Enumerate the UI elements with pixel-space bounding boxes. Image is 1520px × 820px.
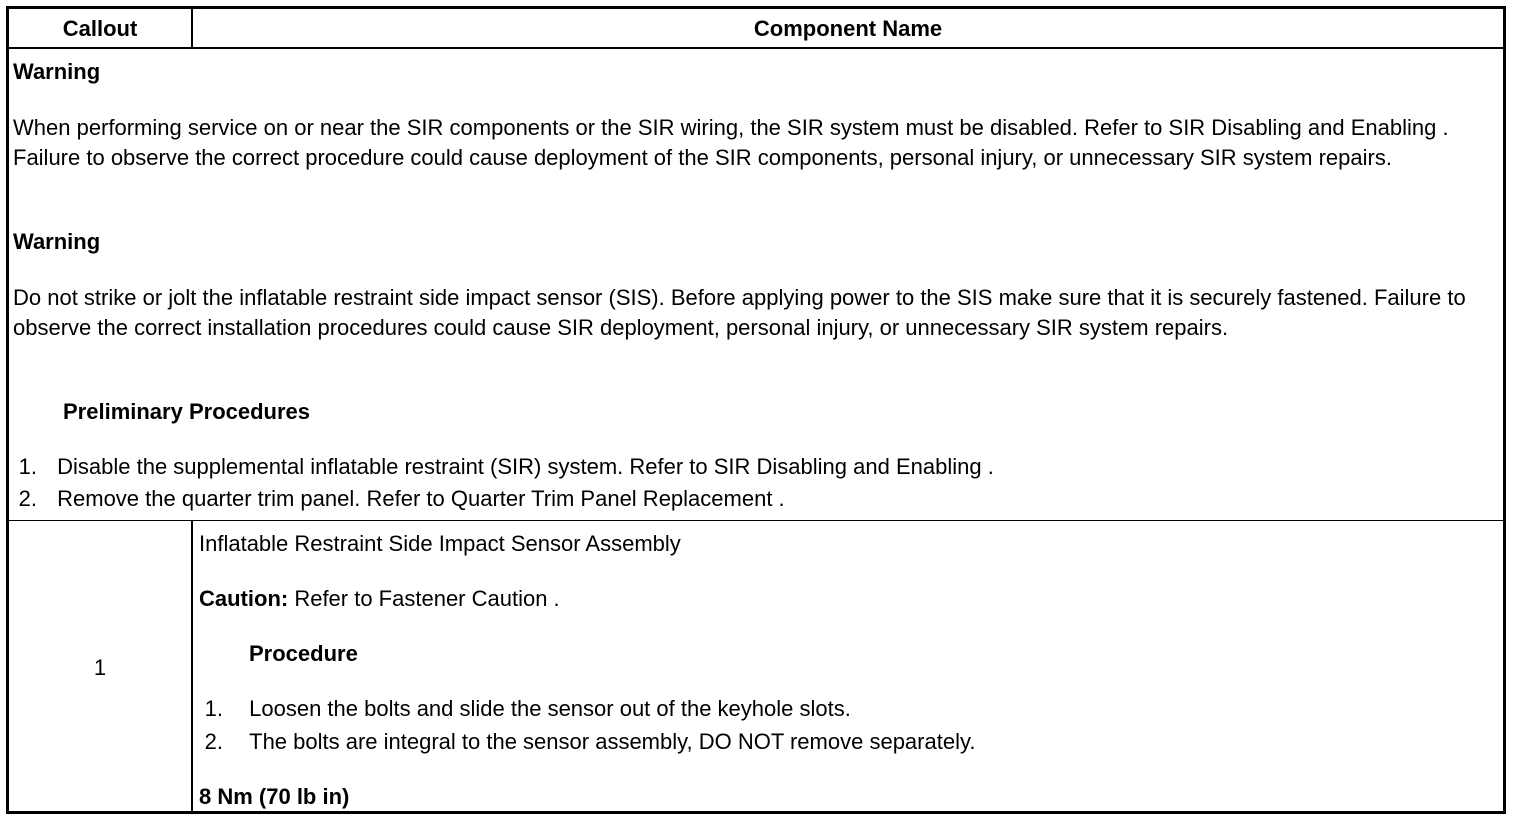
procedure-step-text: Loosen the bolts and slide the sensor out of the keyhole slots. [249, 696, 851, 721]
procedure-step [199, 696, 851, 722]
warning-2-title: Warning [13, 229, 101, 254]
table-header-row [9, 9, 1503, 49]
callout-number: 1 [93, 655, 107, 680]
procedure-step-number: 1. [204, 696, 223, 721]
prelim-step-number: 1. [18, 454, 37, 479]
caution-line [199, 586, 560, 612]
prelim-step-text: Remove the quarter trim panel. Refer to Quarter Trim Panel Replacement . [57, 486, 785, 511]
component-table [6, 6, 1506, 814]
prelim-step-text: Disable the supplemental inflatable restraint (SIR) system. Refer to SIR Disabling and Enabling . [57, 454, 994, 479]
procedure-step-number: 2. [204, 729, 223, 754]
callout-cell [9, 521, 193, 811]
caution-label: Caution: [199, 586, 289, 611]
callout-column-header: Callout [9, 9, 193, 47]
warning-1-text: When performing service on or near the SIR components or the SIR wiring, the SIR system must be disabled. Refer to SIR Disabling and Enabling . Failure to observe the correct procedure could cause deployment of the SIR components, personal injury, or unnecessary SIR system repairs. [13, 115, 1449, 170]
preliminary-procedures-title: Preliminary Procedures [63, 399, 311, 424]
prelim-step [13, 486, 785, 512]
torque-spec: 8 Nm (70 lb in) [199, 784, 350, 809]
table-row [9, 521, 1503, 811]
warning-1-title: Warning [13, 59, 101, 84]
warning-2-text: Do not strike or jolt the inflatable restraint side impact sensor (SIS). Before applying power to the SIS make sure that it is securely fastened. Failure to observe the correct installation procedures could cause SIR deployment, personal injury, or unnecessary SIR system repairs. [13, 285, 1466, 340]
intro-row [9, 49, 1503, 521]
component-name-column-header: Component Name [753, 16, 943, 41]
component-cell [193, 521, 1503, 811]
caution-text: Refer to Fastener Caution . [288, 586, 560, 611]
prelim-step-number: 2. [18, 486, 37, 511]
procedure-title: Procedure [249, 641, 358, 666]
prelim-step [13, 454, 994, 480]
component-name: Inflatable Restraint Side Impact Sensor Assembly [199, 531, 681, 556]
procedure-step [199, 729, 975, 755]
procedure-step-text: The bolts are integral to the sensor assembly, DO NOT remove separately. [249, 729, 976, 754]
